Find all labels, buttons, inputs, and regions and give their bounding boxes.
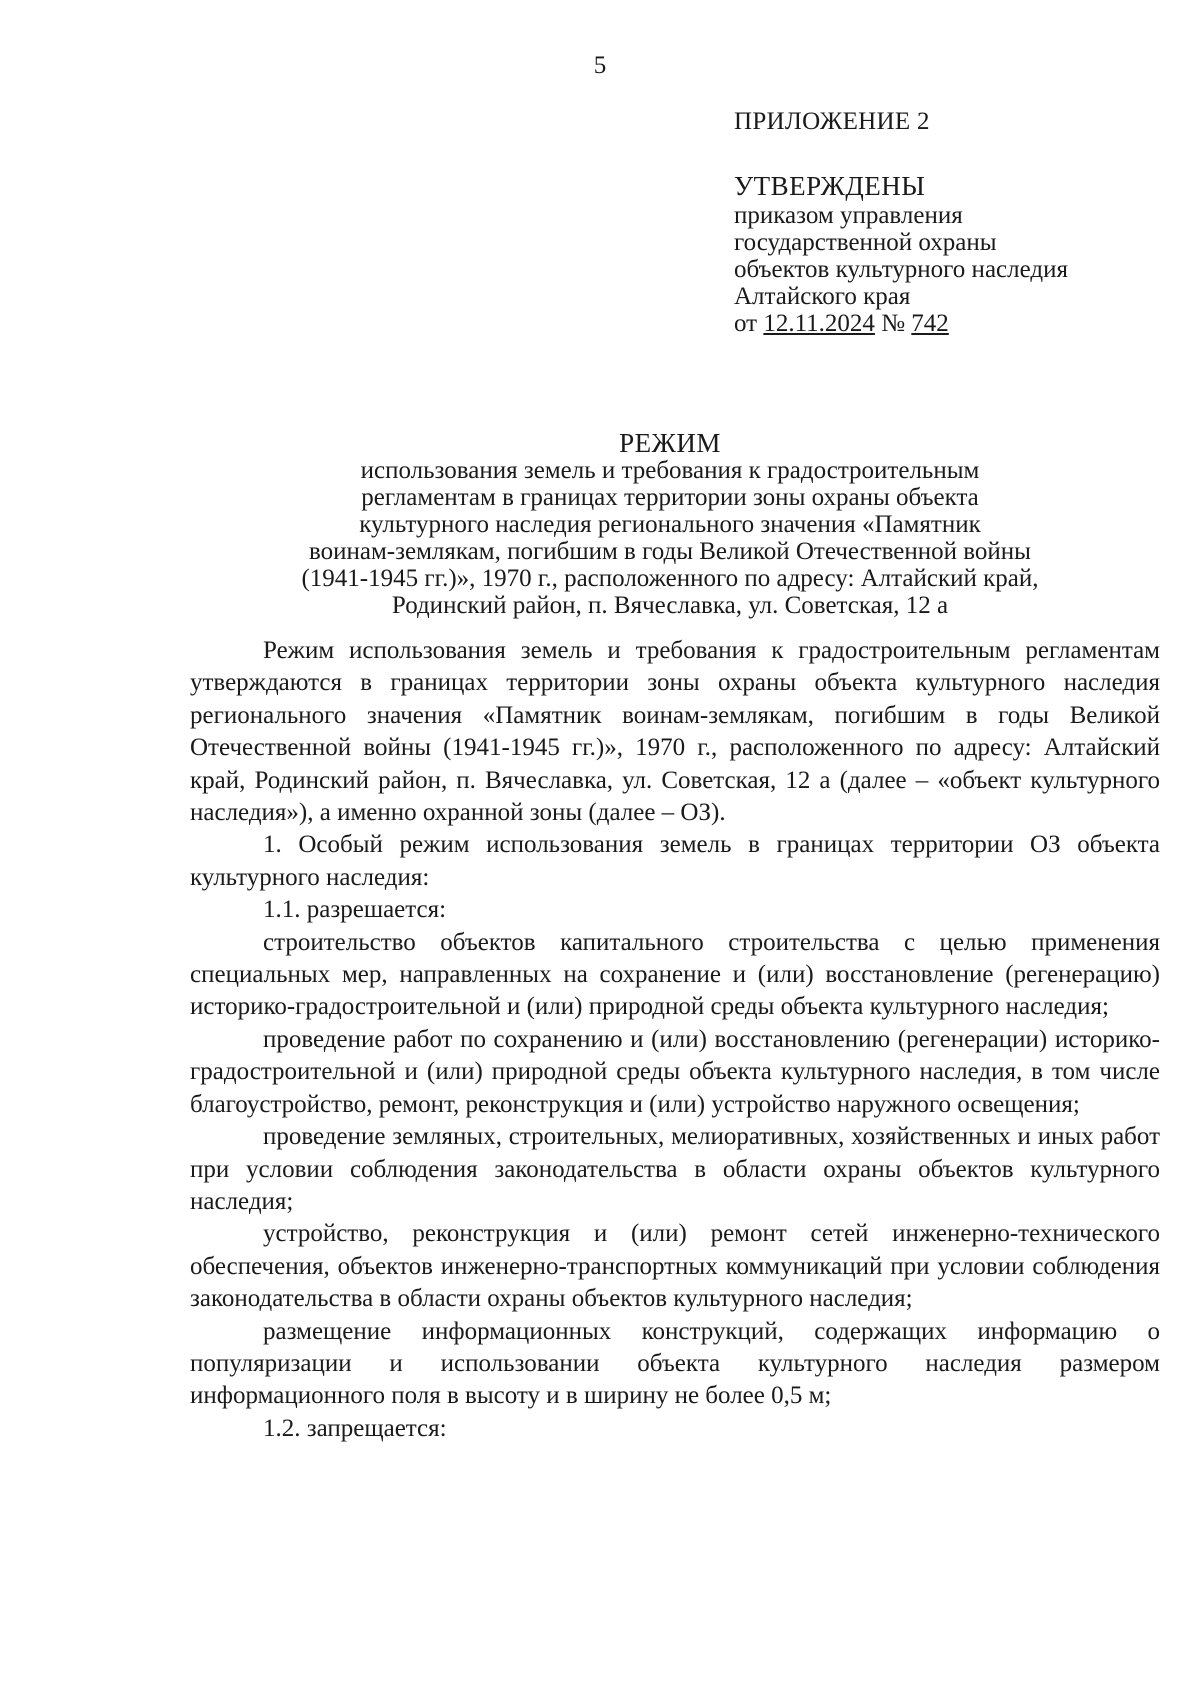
order-date: 12.11.2024 (763, 310, 875, 337)
approval-date-line (734, 310, 1068, 337)
approval-heading: УТВЕРЖДЕНЫ (734, 171, 926, 201)
subsection-heading: 1.1. разрешается: (263, 896, 447, 924)
approval-block (734, 173, 1068, 337)
body-paragraph: Режим использования земель и требования к градостроительным регламентам утверждаются в границах территории зоны охраны объекта культурного наследия регионального значения «Памятник воинам-землякам, погибшим в годы Великой Отечественной войны (1941-1945 гг.)», 1970 г., расположенного по адресу: Алтайский край, Родинский район, п. Вячеславка, ул. Советская, 12 а (далее – «объект культурного наследия»), а именно охранной зоны (далее – ОЗ). (190, 637, 1160, 827)
subtitle-line: воинам-землякам, погибшим в годы Великой Отечественной войны (309, 538, 1031, 565)
document-title-block (170, 430, 1170, 619)
page-number: 5 (593, 52, 607, 79)
order-number: 742 (911, 310, 949, 337)
list-item: проведение земляных, строительных, мелиоративных, хозяйственных и иных работ при условии соблюдения законодательства в области охраны объектов культурного наследия; (190, 1123, 1160, 1215)
document-title: РЕЖИМ (619, 428, 721, 458)
list-item: проведение работ по сохранению и (или) восстановлению (регенерации) историко-градостроительной и (или) природной среды объекта культурного наследия, в том числе благоустройство, ремонт, реконструкция и (или) устройство наружного освещения; (190, 1025, 1160, 1118)
appendix-heading: ПРИЛОЖЕНИЕ 2 (734, 108, 930, 135)
list-item: размещение информационных конструкций, содержащих информацию о популяризации и использовании объекта культурного наследия размером информационного поля в высоту и в ширину не более 0,5 м; (190, 1317, 1160, 1410)
document-body (190, 635, 1160, 1445)
approval-line: объектов культурного наследия (734, 256, 1068, 283)
list-item: строительство объектов капитального строительства с целью применения специальных мер, направленных на сохранение и (или) восстановление (регенерацию) историко-градостроительной и (или) природной среды объекта культурного наследия; (190, 928, 1160, 1021)
section-heading: 1. Особый режим использования земель в границах территории ОЗ объекта культурного наследия: (190, 831, 1160, 891)
approval-line: Алтайского края (734, 283, 911, 310)
number-sign: № (881, 310, 906, 337)
subtitle-line: использования земель и требования к градостроительным (360, 457, 980, 484)
date-prefix: от (734, 310, 758, 337)
subtitle-line: культурного наследия регионального значения «Памятник (359, 511, 981, 538)
subtitle-line: (1941-1945 гг.)», 1970 г., расположенного по адресу: Алтайский край, (301, 565, 1039, 592)
subtitle-line: регламентам в границах территории зоны охраны объекта (361, 484, 979, 511)
subtitle-line: Родинский район, п. Вячеславка, ул. Советская, 12 а (391, 592, 949, 619)
approval-line: приказом управления (734, 202, 963, 229)
list-item: устройство, реконструкция и (или) ремонт сетей инженерно-технического обеспечения, объектов инженерно-транспортных коммуникаций при условии соблюдения законодательства в области охраны объектов культурного наследия; (190, 1220, 1160, 1313)
approval-line: государственной охраны (734, 229, 997, 256)
subsection-heading: 1.2. запрещается: (263, 1414, 447, 1442)
